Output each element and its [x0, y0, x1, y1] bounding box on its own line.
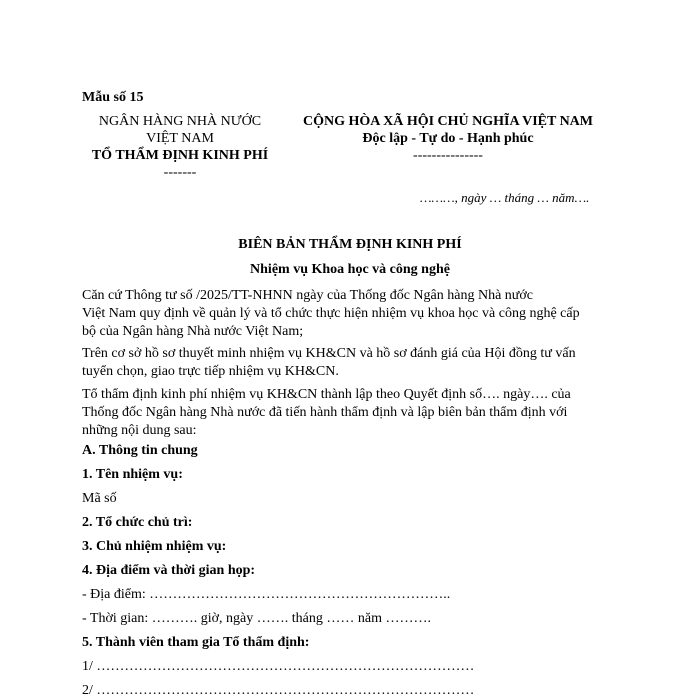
section-1-task-name: 1. Tên nhiệm vụ: [82, 467, 183, 482]
document-title: BIÊN BẢN THẨM ĐỊNH KINH PHÍ [238, 237, 462, 252]
paragraph-committee [82, 386, 622, 440]
paragraph-line: Việt Nam quy định về quản lý và tổ chức thực hiện nhiệm vụ khoa học và công nghệ cấp [82, 306, 580, 321]
right-header-rule: --------------- [413, 148, 483, 163]
form-number: Mẫu số 15 [82, 90, 144, 105]
venue-line: - Địa điểm: ……………………………………………………….. [82, 587, 451, 602]
section-a-heading: A. Thông tin chung [82, 443, 198, 458]
section-2-host-organization: 2. Tổ chức chủ trì: [82, 515, 193, 530]
section-4-venue-and-time: 4. Địa điểm và thời gian họp: [82, 563, 256, 578]
paragraph-line: những nội dung sau: [82, 423, 197, 438]
date-line: ………, ngày … tháng … năm…. [420, 190, 590, 205]
paragraph-line: Căn cứ Thông tư số /2025/TT-NHNN ngày của Thống đốc Ngân hàng Nhà nước [82, 288, 534, 303]
right-header [288, 113, 608, 164]
paragraph-line: tuyển chọn, giao trực tiếp nhiệm vụ KH&CN. [82, 364, 339, 379]
paragraph-legal-basis [82, 287, 622, 341]
paragraph-line: Tổ thẩm định kinh phí nhiệm vụ KH&CN thành lập theo Quyết định số…. ngày…. của [82, 387, 571, 402]
paragraph-line: Trên cơ sở hồ sơ thuyết minh nhiệm vụ KH&CN và hồ sơ đánh giá của Hội đồng tư vấn [82, 346, 576, 361]
paragraph-dossier-basis [82, 345, 622, 381]
document-subtitle: Nhiệm vụ Khoa học và công nghệ [250, 262, 450, 277]
paragraph-line: bộ của Ngân hàng Nhà nước Việt Nam; [82, 324, 304, 339]
org-name-line2: VIỆT NAM [146, 131, 214, 146]
unit-name: TỔ THẨM ĐỊNH KINH PHÍ [91, 148, 269, 163]
member-line-2: 2/ ……………………………………………………………………… [82, 683, 475, 698]
member-line-1: 1/ ……………………………………………………………………… [82, 659, 475, 674]
paragraph-line: Thống đốc Ngân hàng Nhà nước đã tiến hành thẩm định và lập biên bản thẩm định với [82, 405, 568, 420]
left-header-rule: ------- [163, 165, 197, 180]
country-name: CỘNG HÒA XÃ HỘI CHỦ NGHĨA VIỆT NAM [302, 114, 593, 129]
motto: Độc lập - Tự do - Hạnh phúc [362, 131, 534, 146]
section-5-members: 5. Thành viên tham gia Tổ thẩm định: [82, 635, 310, 650]
task-code-label: Mã số [82, 491, 117, 506]
section-3-task-leader: 3. Chủ nhiệm nhiệm vụ: [82, 539, 227, 554]
left-header [80, 113, 280, 181]
org-name-line1: NGÂN HÀNG NHÀ NƯỚC [98, 114, 262, 129]
time-line: - Thời gian: ………. giờ, ngày ……. tháng …… năm ………. [82, 611, 431, 626]
